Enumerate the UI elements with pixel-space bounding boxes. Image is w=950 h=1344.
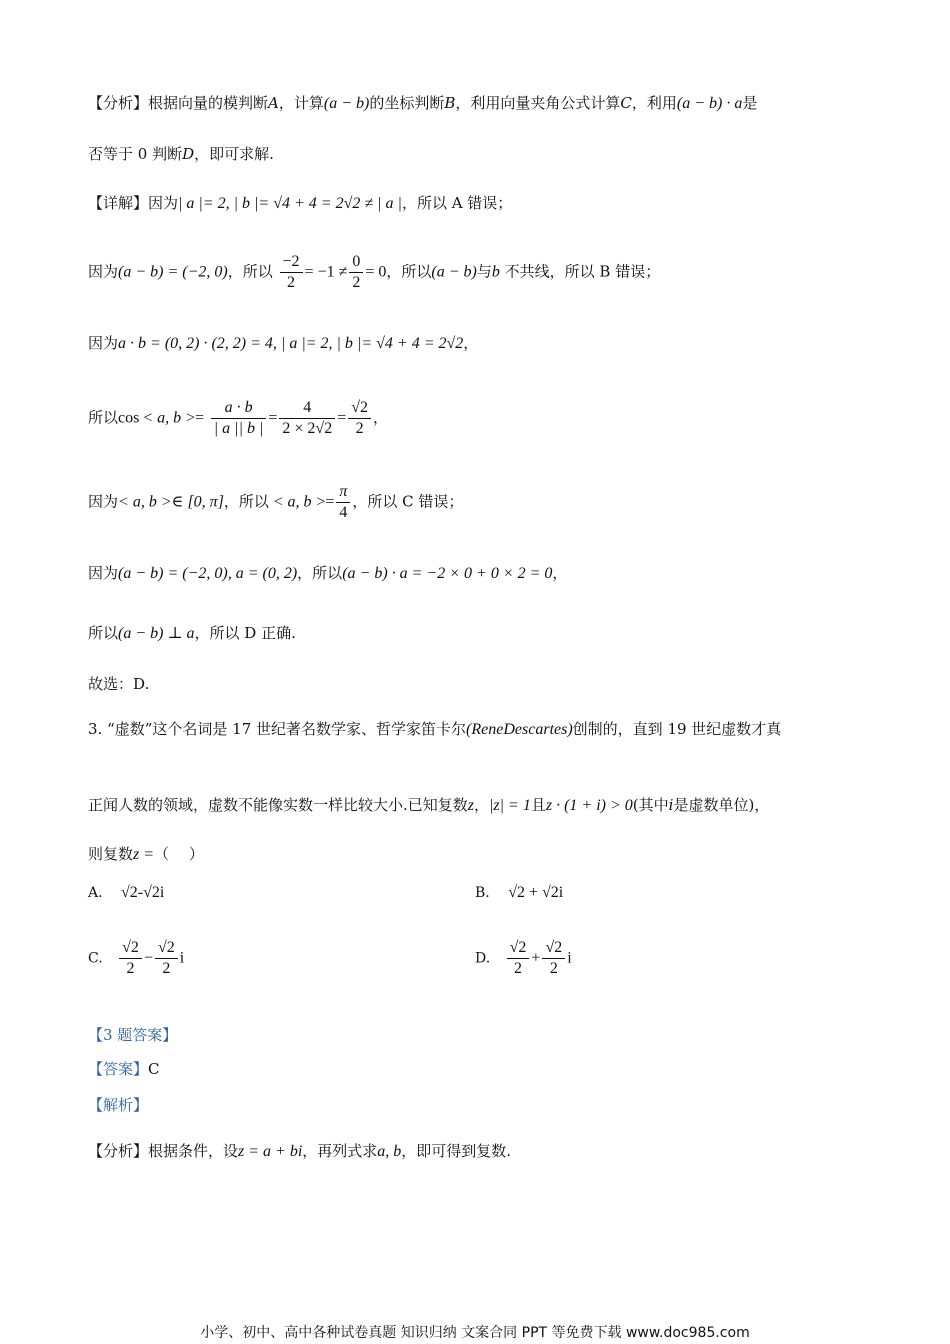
question-3-line-3: 则复数z =（ ） — [88, 845, 204, 863]
fraction: $\frac{√2}{2}$ — [348, 398, 371, 439]
detail-line-7: 所以(a − b) ⊥ a，所以 D 正确. — [88, 624, 296, 642]
detail-line-8: 故选：D. — [88, 675, 150, 693]
fraction: $\frac{√2}{2}$ — [542, 938, 565, 979]
fraction: $\frac{4}{2 \times 2√2}$ — [279, 398, 335, 439]
option-b[interactable]: B. √2 + √2i — [475, 884, 564, 901]
footer-banner[interactable]: 小学、初中、高中各种试卷真题 知识归纳 文案合同 PPT 等免费下载 www.doc985.com — [200, 1325, 750, 1341]
option-d[interactable]: D. $\frac{√2}{2}$ + $\frac{√2}{2}$ i — [475, 939, 572, 977]
detail-line-5: 因为< a, b >∈ [0, π]，所以 < a, b >= $\frac{\pi}{4}$ ，所以 C 错误； — [88, 483, 464, 521]
fraction: $\frac{-2}{2}$ — [280, 252, 303, 293]
detail-line-2: 因为(a − b) = (−2, 0)，所以 $\frac{-2}{2}$ = −1 ≠ $\frac{0}{2}$ = 0，所以(a − b)与b 不共线，所以 B 错误； — [88, 253, 661, 291]
fraction: $\frac{0}{2}$ — [349, 252, 363, 293]
analysis-line-1: 【分析】根据向量的模判断A，计算(a − b)的坐标判断B，利用向量夹角公式计算C，利用(a − b) · a是 — [88, 94, 758, 112]
option-a[interactable]: A. √2-√2i — [88, 884, 165, 901]
jiexi-tag: 【解析】 — [88, 1096, 149, 1114]
option-c[interactable]: C. $\frac{√2}{2}$ − $\frac{√2}{2}$ i — [88, 939, 185, 977]
answer-analysis: 【分析】根据条件，设z = a + bi，再列式求a, b，即可得到复数. — [88, 1142, 512, 1160]
question-3-line-2: 正闻人数的领域，虚数不能像实数一样比较大小.已知复数z，|z| = 1且z · (1 + i) > 0(其中i是虚数单位)， — [88, 796, 770, 814]
detail-line-4: 所以cos < a, b >= $\frac{a \cdot b}{| a || b |}$ = $\frac{4}{2 \times 2√2}$ = $\frac{√2}{2}$ ， — [88, 399, 389, 437]
fraction: $\frac{a \cdot b}{| a || b |}$ — [211, 398, 267, 439]
question-3-line-1: 3. “虚数”这个名词是 17 世纪著名数学家、哲学家笛卡尔(ReneDescartes)创制的，直到 19 世纪虚数才真 — [88, 720, 782, 738]
answer-line: 【答案】C — [88, 1060, 160, 1078]
fraction: $\frac{√2}{2}$ — [119, 938, 142, 979]
detail-line-3: 因为a · b = (0, 2) · (2, 2) = 4, | a |= 2, | b |= √4 + 4 = 2√2， — [88, 334, 479, 352]
fraction: $\frac{√2}{2}$ — [507, 938, 530, 979]
detail-line-1: 【详解】因为| a |= 2, | b |= √4 + 4 = 2√2 ≠ | a |，所以 A 错误； — [88, 194, 513, 212]
analysis-line-2: 否等于 0 判断D，即可求解. — [88, 145, 274, 163]
detail-line-6: 因为(a − b) = (−2, 0), a = (0, 2)，所以(a − b) · a = −2 × 0 + 0 × 2 = 0， — [88, 564, 568, 582]
fraction: $\frac{\pi}{4}$ — [336, 482, 350, 523]
answer-tag: 【3 题答案】 — [88, 1026, 178, 1044]
fraction: $\frac{√2}{2}$ — [155, 938, 178, 979]
